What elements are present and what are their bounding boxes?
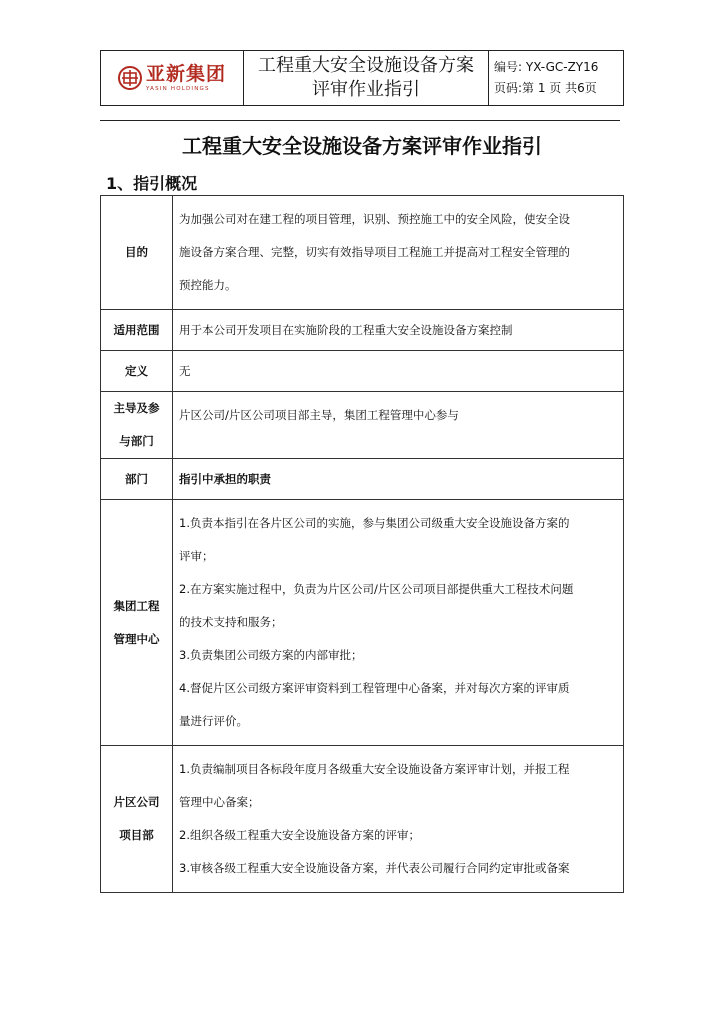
section-title: 1、指引概况 — [106, 174, 198, 193]
definition-label: 定义 — [101, 351, 173, 392]
header-meta — [489, 51, 623, 105]
definition-text: 无 — [173, 351, 624, 392]
header-title — [244, 51, 489, 105]
table-row-region-project — [101, 746, 624, 893]
document-header — [100, 50, 624, 106]
region-project-label: 片区公司 项目部 — [101, 746, 173, 893]
header-title-line-2: 评审作业指引 — [312, 79, 420, 100]
purpose-label: 目的 — [101, 196, 173, 310]
document-title: 工程重大安全设施设备方案评审作业指引 — [182, 134, 542, 158]
group-center-duties: 1.负责本指引在各片区公司的实施，参与集团公司级重大安全设施设备方案的 评审； 2.在方案实施过程中，负责为片区公司/片区公司项目部提供重大工程技术问题 的技术支持和服务； 3.负责集团公司级方案的内部审批； 4.督促片区公司级方案评审资料到工程管理中心备案，并对每次方案的评审质 量进行评价。 — [173, 500, 624, 746]
logo-english-name: YASIN HOLDINGS — [145, 85, 210, 92]
table-row-definition — [101, 351, 624, 392]
guide-overview-table — [100, 195, 624, 893]
header-divider — [100, 120, 620, 121]
yasin-logo-icon — [118, 66, 142, 90]
scope-text: 用于本公司开发项目在实施阶段的工程重大安全设施设备方案控制 — [173, 310, 624, 351]
logo-chinese-name: 亚新集团 — [145, 62, 226, 85]
document-code: 编号: YX-GC-ZY16 — [494, 60, 599, 74]
table-row-purpose — [101, 196, 624, 310]
company-logo — [101, 51, 244, 105]
duty-header: 指引中承担的职责 — [173, 459, 624, 500]
purpose-text: 为加强公司对在建工程的项目管理，识别、预控施工中的安全风险，使安全设 施设备方案合理、完整，切实有效指导项目工程施工并提高对工程安全管理的 预控能力。 — [173, 196, 624, 310]
table-row-group-center — [101, 500, 624, 746]
lead-departments-label: 主导及参 与部门 — [101, 392, 173, 459]
department-header: 部门 — [101, 459, 173, 500]
lead-departments-text: 片区公司/片区公司项目部主导，集团工程管理中心参与 — [173, 392, 624, 459]
table-row-scope — [101, 310, 624, 351]
region-project-duties: 1.负责编制项目各标段年度月各级重大安全设施设备方案评审计划，并报工程 管理中心备案； 2.组织各级工程重大安全设施设备方案的评审； 3.审核各级工程重大安全设施设备方案，并代表公司履行合同约定审批或备案 — [173, 746, 624, 893]
table-row-header — [101, 459, 624, 500]
page-number: 页码:第 1 页 共6页 — [494, 81, 597, 95]
table-row-lead-departments — [101, 392, 624, 459]
scope-label: 适用范围 — [101, 310, 173, 351]
group-center-label: 集团工程 管理中心 — [101, 500, 173, 746]
header-title-line-1: 工程重大安全设施设备方案 — [258, 55, 474, 76]
